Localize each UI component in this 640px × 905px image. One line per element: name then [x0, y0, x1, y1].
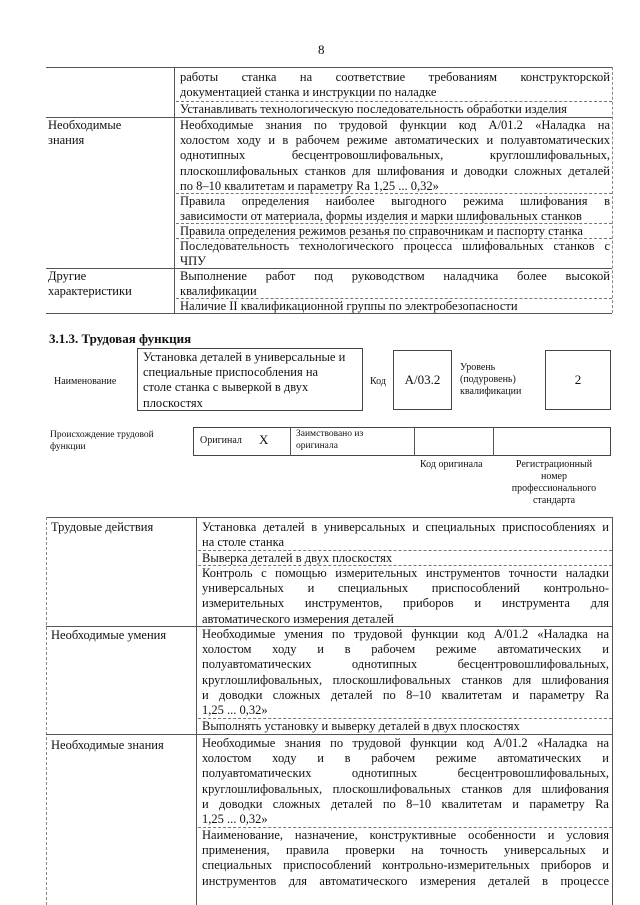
knowledge-item-3: Правила определения режимов резанья по справочникам и паспорту станка: [180, 224, 583, 238]
knowledge-label: [48, 118, 121, 148]
text-line: стандарта: [532, 495, 576, 506]
function-name: [143, 350, 361, 411]
text-line: холостом ходу и в рабочем режиме автоматических и полуавтоматических: [180, 133, 610, 148]
text-line: 1,25 ... 0,32»: [202, 812, 268, 827]
action-item-3: [202, 566, 609, 627]
other-item-1: [180, 269, 610, 299]
text-line: по 8–10 квалитетам и параметру Ra 1,25 ... 0,32»: [180, 178, 439, 193]
table-border-bottom: [46, 313, 612, 314]
text-line: 1,25 ... 0,32»: [202, 703, 268, 718]
text-line: на столе станка: [202, 535, 285, 550]
knowledge-item-2: [202, 828, 609, 889]
other-item-2: Наличие II квалификационной группы по электробезопасности: [180, 299, 518, 313]
action-item-2: Выверка деталей в двух плоскостях: [202, 551, 393, 565]
text-line: Необходимые умения по трудовой функции код A/01.2 «Наладка на: [202, 627, 609, 641]
text-line: Установка деталей в универсальных и специальных приспособлениях и: [202, 520, 609, 534]
text-line: специальные приспособления на: [143, 365, 319, 380]
knowledge-item-2: [180, 194, 610, 224]
text-line: универсальных и специальных приспособлений контрольно-: [202, 581, 609, 596]
text-line: Последовательность технологического процесса шлифовальных станков с: [180, 239, 610, 253]
text-line: квалификации: [180, 284, 257, 299]
text-line: столе станка с выверкой в двух: [143, 380, 309, 395]
borrowed-label: [296, 429, 363, 452]
text-line: профессионального: [511, 483, 597, 494]
text-line: Уровень: [460, 362, 496, 373]
text-line: полуавтоматических однотипных бесцентровошлифовальных,: [202, 657, 609, 672]
text-line: документацией станка и инструкции по наладке: [180, 85, 437, 100]
row-divider: [46, 734, 612, 735]
origin-label: [50, 430, 154, 453]
text-line: характеристики: [48, 284, 132, 299]
text-line: специальных приспособлений контрольно-измерительных приборов и: [202, 858, 609, 873]
action-item-1: [202, 520, 609, 550]
text-line: Необходимые знания по трудовой функции код A/01.2 «Наладка на: [202, 736, 609, 750]
text-line: Правила определения наиболее выгодного режима шлифования в: [180, 194, 610, 208]
text-line: квалификации: [460, 386, 522, 397]
text-line: оригинала: [296, 440, 338, 451]
registration-number-caption: [498, 459, 610, 507]
text-line: (подуровень): [460, 374, 516, 385]
text-line: Необходимые знания по трудовой функции код A/01.2 «Наладка на: [180, 118, 610, 132]
text-line: Другие: [48, 269, 87, 283]
text-line: измерительных инструментов, приборов и инструмента для: [202, 596, 609, 611]
section-heading: 3.1.3. Трудовая функция: [49, 331, 192, 346]
knowledge-item-1: [180, 118, 610, 194]
text-line: круглошлифовальных, плоскошлифовальных станков для шлифования: [202, 672, 609, 687]
table-border-top: [46, 517, 612, 518]
skills-item-1: [202, 627, 609, 718]
text-line: плоскостях: [143, 395, 203, 410]
text-line: круглошлифовальных, плоскошлифовальных станков для шлифования: [202, 781, 609, 796]
actions-label: Трудовые действия: [51, 520, 154, 534]
text-line: автоматического измерения деталей: [202, 611, 394, 626]
text-line: работы станка на соответствие требованиям конструкторской: [180, 70, 610, 84]
original-label: Оригинал: [200, 435, 242, 446]
text-line: Контроль с помощью измерительных инструментов точности наладки: [202, 566, 609, 580]
text-line: знания: [48, 133, 85, 148]
text-line: функции: [50, 441, 86, 452]
origin-divider-1: [290, 427, 291, 456]
code-original-caption: Код оригинала: [420, 459, 483, 470]
table-border-top: [46, 67, 612, 68]
origin-divider-2: [414, 427, 415, 456]
table-column-divider: [174, 67, 175, 313]
page-number: 8: [318, 42, 325, 57]
skills-label: Необходимые умения: [51, 628, 167, 642]
text-line: применения, правила проверки на точность универсальных и: [202, 843, 609, 858]
code-value: A/03.2: [404, 372, 441, 387]
text-line: ЧПУ: [180, 254, 207, 269]
table-left-border: [46, 517, 47, 905]
text-line: полуавтоматических однотипных бесцентровошлифовальных,: [202, 766, 609, 781]
text-line: номер: [541, 471, 567, 482]
code-label: Код: [370, 376, 386, 387]
other-characteristics-label: [48, 269, 132, 299]
level-value: 2: [574, 372, 582, 387]
origin-divider-3: [493, 427, 494, 456]
text-line: Наименование, назначение, конструктивные особенности и условия: [202, 828, 609, 842]
table-right-border: [612, 67, 613, 313]
table-cell-row-b: Устанавливать технологическую последовательность обработки изделия: [180, 102, 567, 116]
name-label: Наименование: [54, 376, 117, 387]
skills-item-2: Выполнять установку и выверку деталей в двух плоскостях: [202, 719, 520, 733]
text-line: холостом ходу и в рабочем режиме автоматических и: [202, 642, 609, 657]
origin-row-box: [193, 427, 611, 456]
text-line: инструментов для автоматического измерения деталей в процессе: [202, 873, 609, 888]
level-label: [460, 362, 521, 398]
text-line: Выполнение работ под руководством наладчика более высокой: [180, 269, 610, 283]
text-line: и доводки сложных деталей по 8–10 квалитетам и параметру Ra: [202, 687, 609, 702]
table-column-divider: [196, 517, 197, 905]
knowledge-label: Необходимые знания: [51, 738, 164, 752]
text-line: Происхождение трудовой: [50, 430, 154, 440]
knowledge-item-1: [202, 736, 609, 827]
text-line: Регистрационный: [515, 459, 593, 470]
table-cell-row-a: [180, 70, 610, 100]
text-line: Необходимые: [48, 118, 122, 132]
text-line: однотипных бесцентровошлифовальных, круглошлифовальных,: [180, 148, 610, 163]
table-right-border: [612, 517, 613, 905]
text-line: зависимости от материала, формы изделия и марки шлифовальных станков: [180, 209, 582, 224]
text-line: Заимствовано из: [296, 429, 364, 439]
original-mark: X: [259, 432, 269, 447]
text-line: холостом ходу и в рабочем режиме автоматических и: [202, 751, 609, 766]
text-line: Установка деталей в универсальные и: [143, 350, 346, 364]
knowledge-item-4: [180, 239, 610, 269]
text-line: и доводки сложных деталей по 8–10 квалитетам и параметру Ra: [202, 796, 609, 811]
text-line: плоскошлифовальных станков для шлифования и доводки сложных деталей: [180, 163, 610, 178]
